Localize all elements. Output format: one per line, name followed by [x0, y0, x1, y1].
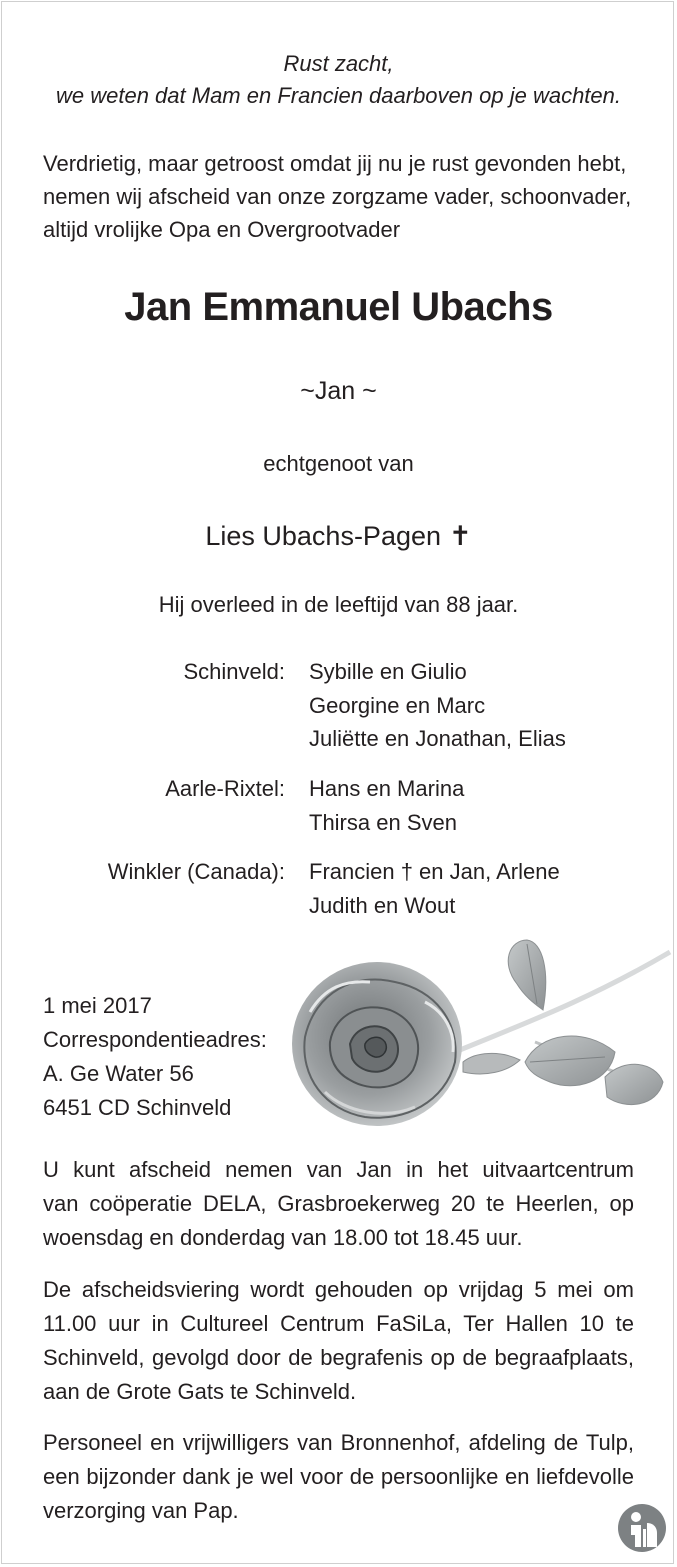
paragraph-line: woensdag en donderdag van 18.00 tot 18.45 uur.: [43, 1225, 523, 1250]
rose-illustration: [285, 932, 673, 1132]
intro-line-2: nemen wij afscheid van onze zorgzame vader, schoonvader,: [43, 184, 632, 209]
intro-line-3: altijd vrolijke Opa en Overgrootvader: [43, 217, 401, 242]
deceased-nickname: ~Jan ~: [300, 377, 377, 405]
family-group: [0, 772, 677, 855]
address-label: Correspondentieadres:: [43, 1027, 267, 1052]
age-line: Hij overleed in de leeftijd van 88 jaar.: [158, 592, 519, 617]
family-place: Aarle-Rixtel:: [165, 776, 285, 801]
paragraph-line: Schinveld, gevolgd door de begrafenis op de begraafplaats,: [43, 1345, 634, 1370]
intro-line-1: Verdrietig, maar getroost omdat jij nu je rust gevonden hebt,: [43, 151, 627, 176]
family-list: [0, 655, 677, 925]
paragraph-line: verzorging van Pap.: [43, 1498, 239, 1523]
intro-text: [43, 147, 643, 246]
date-line: 1 mei 2017: [43, 993, 152, 1018]
address-street: A. Ge Water 56: [43, 1061, 194, 1086]
family-place: Schinveld:: [183, 659, 285, 684]
paragraph-line: 11.00 uur in Cultureel Centrum FaSiLa, Ter Hallen 10 te: [43, 1311, 634, 1336]
family-member: Georgine en Marc: [309, 692, 486, 718]
motto-line-1: Rust zacht,: [283, 51, 394, 76]
paragraph-line: van coöperatie DELA, Grasbroekerweg 20 te Heerlen, op: [43, 1191, 634, 1216]
viewing-paragraph: [43, 1153, 634, 1255]
family-names: [309, 655, 566, 756]
thanks-paragraph: [43, 1426, 634, 1528]
paragraph-line: De afscheidsviering wordt gehouden op vrijdag 5 mei om: [43, 1277, 634, 1302]
spouse-name: Lies Ubachs-Pagen: [205, 521, 442, 551]
paragraph-line: aan de Grote Gats te Schinveld.: [43, 1379, 357, 1404]
paragraph-line: U kunt afscheid nemen van Jan in het uitvaartcentrum: [43, 1157, 634, 1182]
family-group: [0, 855, 677, 925]
family-names: [309, 855, 560, 922]
spouse-line: [0, 516, 677, 556]
family-group: [0, 655, 677, 772]
family-place: Winkler (Canada):: [107, 859, 285, 884]
paragraph-line: een bijzonder dank je wel voor de persoonlijke en liefdevolle: [43, 1464, 634, 1489]
family-member: Hans en Marina: [309, 776, 465, 801]
family-member: Thirsa en Sven: [309, 809, 457, 835]
family-member: Francien † en Jan, Arlene: [309, 859, 560, 884]
spouse-prefix: echtgenoot van: [263, 451, 414, 476]
deceased-name: Jan Emmanuel Ubachs: [124, 285, 553, 329]
motto-line-2: we weten dat Mam en Francien daarboven op je wachten.: [56, 83, 621, 108]
motto: [0, 48, 677, 112]
address-city: 6451 CD Schinveld: [43, 1095, 232, 1120]
family-names: [309, 772, 464, 839]
cross-icon: ✝: [449, 521, 472, 551]
family-member: Juliëtte en Jonathan, Elias: [309, 726, 566, 751]
paragraph-line: Personeel en vrijwilligers van Bronnenhof, afdeling de Tulp,: [43, 1430, 634, 1455]
family-member: Judith en Wout: [309, 892, 456, 918]
ceremony-paragraph: [43, 1273, 634, 1409]
family-member: Sybille en Giulio: [309, 659, 467, 684]
address-block: [43, 989, 267, 1125]
memorial-logo-icon: [617, 1503, 667, 1553]
